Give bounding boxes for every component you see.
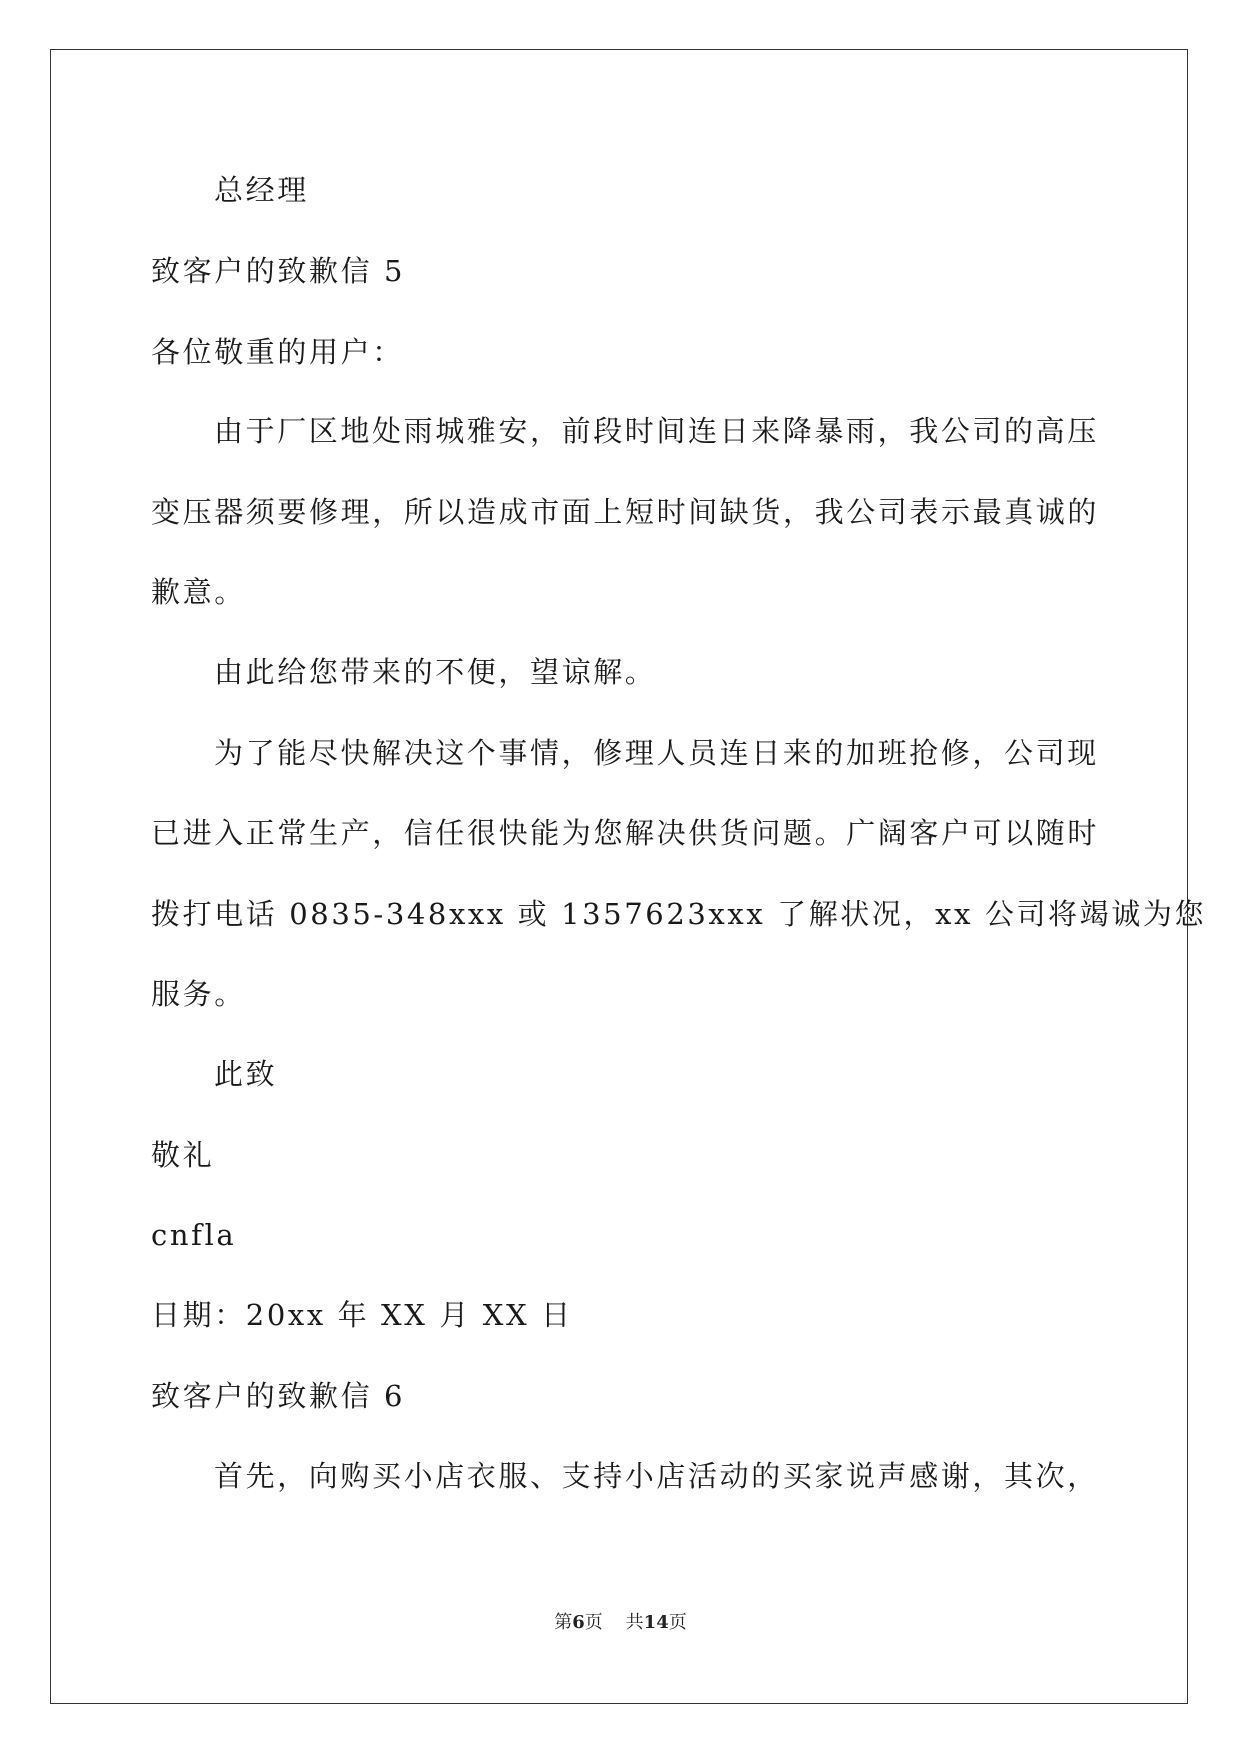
salutation: 各位敬重的用户：: [151, 335, 404, 369]
page-number-footer: [0, 1612, 1241, 1634]
paragraph-line: 由于厂区地处雨城雅安，前段时间连日来降暴雨，我公司的高压: [214, 414, 1099, 448]
closing-regards: 敬礼: [151, 1138, 215, 1172]
footer-page-label: 页: [584, 1612, 603, 1633]
signature-title: 总经理: [214, 173, 309, 207]
paragraph-line: 为了能尽快解决这个事情，修理人员连日来的加班抢修，公司现: [214, 736, 1099, 770]
paragraph-line: 拨打电话 0835-348xxx 或 1357623xxx 了解状况，xx 公司将竭诚为您: [151, 897, 1207, 931]
letter-heading-6: 致客户的致歉信 6: [151, 1379, 406, 1413]
paragraph-line: 变压器须要修理，所以造成市面上短时间缺货，我公司表示最真诚的: [151, 495, 1100, 529]
date-line: 日期：20xx 年 XX 月 XX 日: [151, 1298, 573, 1332]
footer-total-label: 页: [668, 1612, 687, 1633]
footer-total-prefix: 共: [625, 1612, 644, 1633]
paragraph-line: 已进入正常生产，信任很快能为您解决供货问题。广阔客户可以随时: [151, 816, 1100, 850]
closing-phrase: 此致: [214, 1057, 278, 1091]
paragraph-line: 由此给您带来的不便，望谅解。: [214, 655, 657, 689]
letter-heading-5: 致客户的致歉信 5: [151, 254, 406, 288]
paragraph-line: 首先，向购买小店衣服、支持小店活动的买家说声感谢，其次，: [214, 1459, 1099, 1493]
paragraph-line: 服务。: [151, 977, 246, 1011]
paragraph-line: 歉意。: [151, 575, 246, 609]
signature-name: cnfla: [151, 1218, 237, 1252]
page-border: [50, 49, 1188, 1704]
total-pages-number: 14: [643, 1612, 669, 1633]
current-page-number: 6: [572, 1612, 585, 1633]
footer-prefix: 第: [554, 1612, 573, 1633]
